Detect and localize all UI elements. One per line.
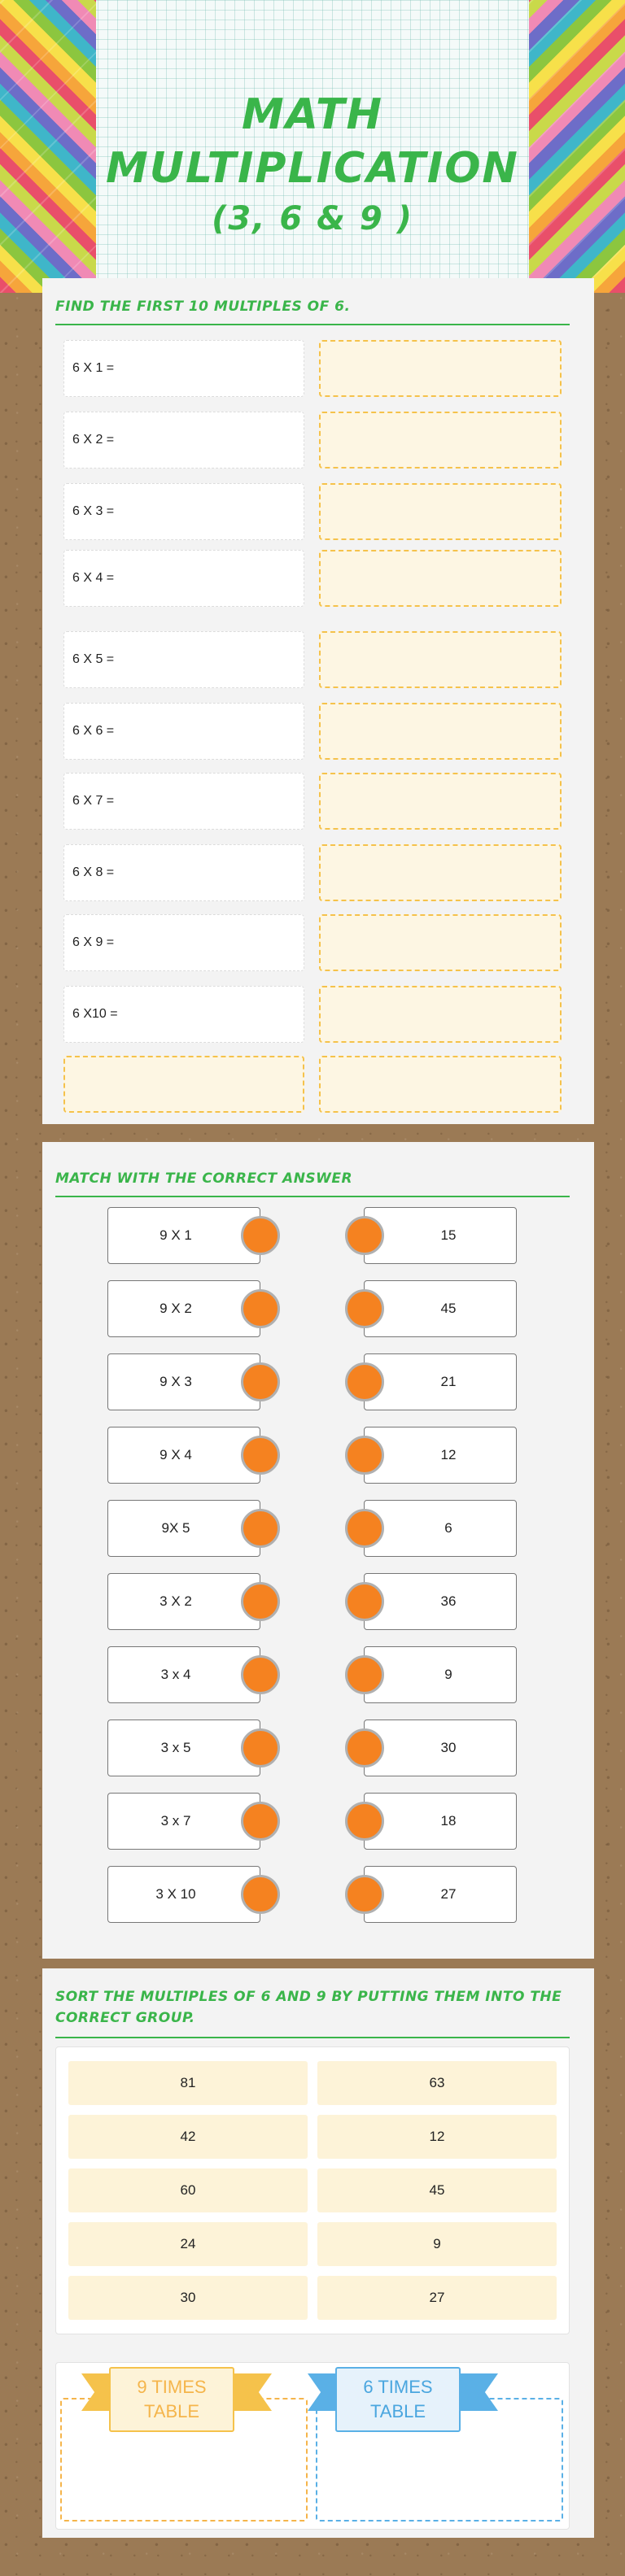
match-item-left: 3 x 4	[107, 1646, 260, 1703]
section-title-sort: SORT THE MULTIPLES OF 6 AND 9 BY PUTTING THEM INTO THE CORRECT GROUP.	[55, 1989, 562, 2026]
section-divider	[55, 324, 570, 325]
section-title-multiples: FIND THE FIRST 10 MULTIPLES OF 6.	[55, 299, 351, 315]
match-item-left: 9 X 3	[107, 1353, 260, 1410]
sort-tile[interactable]: 45	[317, 2168, 557, 2212]
match-item-left: 3 x 5	[107, 1720, 260, 1776]
match-connector-dot[interactable]	[241, 1436, 280, 1475]
question-box: 6 X 3 =	[63, 483, 304, 540]
sort-tile[interactable]: 12	[317, 2115, 557, 2159]
sort-tile[interactable]: 81	[68, 2061, 308, 2105]
match-connector-dot[interactable]	[345, 1216, 384, 1255]
sort-tile[interactable]: 9	[317, 2222, 557, 2266]
question-box: 6 X 8 =	[63, 844, 304, 901]
answer-input[interactable]	[319, 914, 562, 971]
match-item-left: 9 X 1	[107, 1207, 260, 1264]
chevron-shade-left	[0, 0, 96, 293]
section-title-match: MATCH WITH THE CORRECT ANSWER	[55, 1170, 353, 1187]
match-item-right: 21	[364, 1353, 517, 1410]
match-connector-dot[interactable]	[241, 1875, 280, 1914]
match-connector-dot[interactable]	[345, 1436, 384, 1475]
match-item-right: 45	[364, 1280, 517, 1337]
match-item-right: 18	[364, 1793, 517, 1850]
answer-input[interactable]	[319, 1056, 562, 1113]
answer-input[interactable]	[319, 631, 562, 688]
answer-input[interactable]	[319, 483, 562, 540]
match-connector-dot[interactable]	[345, 1655, 384, 1694]
match-connector-dot[interactable]	[241, 1582, 280, 1621]
question-box: 6 X10 =	[63, 986, 304, 1043]
section-divider	[55, 1196, 570, 1197]
sort-tile[interactable]: 27	[317, 2276, 557, 2320]
answer-input[interactable]	[319, 773, 562, 830]
sort-tile[interactable]: 30	[68, 2276, 308, 2320]
match-connector-dot[interactable]	[345, 1582, 384, 1621]
match-item-right: 6	[364, 1500, 517, 1557]
title-line-2: (3, 6 & 9 )	[212, 200, 413, 238]
group-label-6-times: 6 TIMES TABLE	[335, 2367, 461, 2432]
match-item-left: 3 x 7	[107, 1793, 260, 1850]
match-connector-dot[interactable]	[241, 1289, 280, 1328]
answer-input[interactable]	[319, 703, 562, 760]
match-connector-dot[interactable]	[241, 1655, 280, 1694]
answer-input[interactable]	[63, 1056, 304, 1113]
question-box: 6 X 7 =	[63, 773, 304, 830]
answer-input[interactable]	[319, 550, 562, 607]
match-item-right: 9	[364, 1646, 517, 1703]
match-item-right: 15	[364, 1207, 517, 1264]
answer-input[interactable]	[319, 844, 562, 901]
match-item-right: 30	[364, 1720, 517, 1776]
match-connector-dot[interactable]	[345, 1362, 384, 1401]
match-connector-dot[interactable]	[345, 1875, 384, 1914]
match-connector-dot[interactable]	[241, 1362, 280, 1401]
match-connector-dot[interactable]	[345, 1289, 384, 1328]
chevron-shade-right	[529, 0, 625, 293]
group-label-9-times: 9 TIMES TABLE	[109, 2367, 234, 2432]
answer-input[interactable]	[319, 986, 562, 1043]
match-item-left: 9X 5	[107, 1500, 260, 1557]
page-title	[96, 88, 529, 242]
question-box: 6 X 1 =	[63, 340, 304, 397]
section-divider	[55, 2037, 570, 2038]
match-item-left: 3 X 2	[107, 1573, 260, 1630]
question-box: 6 X 5 =	[63, 631, 304, 688]
match-item-left: 9 X 2	[107, 1280, 260, 1337]
match-connector-dot[interactable]	[241, 1216, 280, 1255]
match-connector-dot[interactable]	[345, 1509, 384, 1548]
match-item-left: 3 X 10	[107, 1866, 260, 1923]
match-connector-dot[interactable]	[241, 1728, 280, 1767]
match-connector-dot[interactable]	[241, 1509, 280, 1548]
match-connector-dot[interactable]	[241, 1802, 280, 1841]
match-connector-dot[interactable]	[345, 1802, 384, 1841]
match-item-right: 36	[364, 1573, 517, 1630]
match-connector-dot[interactable]	[345, 1728, 384, 1767]
answer-input[interactable]	[319, 412, 562, 469]
header-banner	[0, 0, 625, 293]
question-box: 6 X 2 =	[63, 412, 304, 469]
answer-input[interactable]	[319, 340, 562, 397]
question-box: 6 X 4 =	[63, 550, 304, 607]
question-box: 6 X 9 =	[63, 914, 304, 971]
question-box: 6 X 6 =	[63, 703, 304, 760]
match-item-left: 9 X 4	[107, 1427, 260, 1484]
sort-tile[interactable]: 24	[68, 2222, 308, 2266]
match-item-right: 12	[364, 1427, 517, 1484]
sort-tile[interactable]: 42	[68, 2115, 308, 2159]
sort-tile[interactable]: 60	[68, 2168, 308, 2212]
title-line-1: MATH MULTIPLICATION	[106, 90, 519, 193]
sort-tile[interactable]: 63	[317, 2061, 557, 2105]
match-item-right: 27	[364, 1866, 517, 1923]
